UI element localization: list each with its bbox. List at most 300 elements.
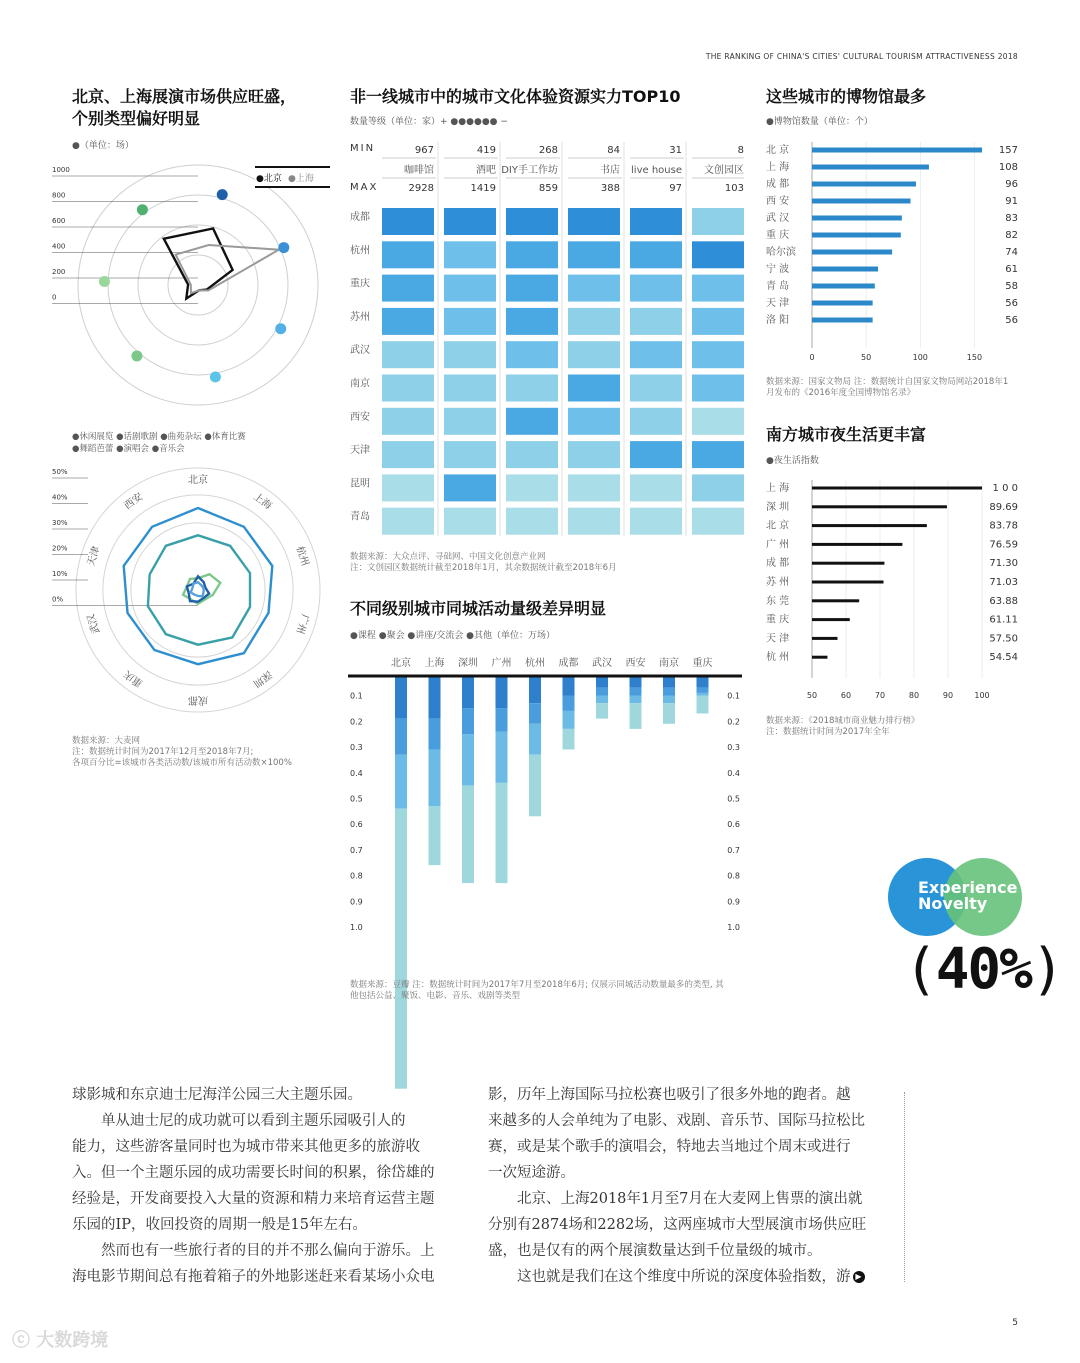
museums-category-label: 重 庆 [766,230,790,241]
museums-category-label: 青 岛 [766,281,790,292]
badge-label [918,880,1018,912]
events-tick-label-left: 1.0 [350,923,363,932]
panel5-source-line: 数据来源：豆瓣 注：数据统计时间为2017年7月至2018年6月; 仅展示同城活动数量最多的类型, 其 [350,980,724,990]
events-tick-label-right: 0.5 [727,794,740,804]
heatmap-cell [444,508,496,535]
radar2-axis-label-成都: 成都 [188,693,208,705]
heatmap-cell [444,408,496,435]
events-tick-label-left: 0.6 [350,820,363,830]
radar2-axis-label-上海: 上海 [250,491,274,512]
article-line: 这也就是我们在这个维度中所说的深度体验指数，游 [488,1269,851,1285]
radar1-ring [78,165,318,405]
events-category-label: 成都 [558,658,579,669]
heatmap-cell [444,474,496,501]
events-bar-讲座/交流会 [529,724,541,755]
museums-category-label: 成 都 [766,179,790,190]
heatmap-cell [630,408,682,435]
radar1-axis-dot-音乐会 [137,204,148,215]
nightlife-value-label: 63.88 [989,595,1018,607]
events-bar-讲座/交流会 [496,731,508,782]
heatmap-cell [382,275,434,302]
genre-share-radar-chart [48,460,338,720]
panel5-legend: ●课程 ●聚会 ●讲座/交流会 ●其他（单位：万场） [350,631,556,641]
heatmap-column-label: 文创园区 [704,165,744,176]
culture-resources-heatmap [344,136,744,546]
events-bar-课程 [429,678,441,719]
radar1-tick-label: 0 [52,293,57,302]
radar2-series-4 [191,582,204,596]
heatmap-row-label: 昆明 [350,478,370,490]
panel1-type-legend-line2: ●舞蹈芭蕾 ●演唱会 ●音乐会 [72,444,185,454]
article-column-2 [488,1082,900,1290]
heatmap-min-value: 268 [538,145,558,156]
heatmap-cell [568,241,620,268]
events-bar-课程 [496,678,508,709]
panel2-source [350,552,617,574]
museums-tick-label: 150 [966,353,983,362]
nightlife-bar [812,505,947,508]
panel1-source [72,736,292,769]
heatmap-column-label: 书店 [600,165,620,176]
panel1-type-legend [72,430,246,454]
heatmap-cell [382,408,434,435]
heatmap-cell [692,441,744,468]
performances-radar-chart [48,150,338,422]
panel1-type-legend-line1: ●休闲展览 ●话剧歌剧 ●曲苑杂坛 ●体育比赛 [72,432,246,442]
heatmap-cell [382,308,434,335]
panel2-title: 非一线城市中的城市文化体验资源实力TOP10 [350,87,681,106]
nightlife-bar [812,562,884,565]
nightlife-value-label: 71.03 [989,577,1018,588]
radar1-tick-label: 800 [52,191,66,200]
events-bar-其他 [429,806,441,865]
panel4-title: 南方城市夜生活更丰富 [766,425,927,444]
heatmap-max-label: MAX [350,182,379,193]
heatmap-min-value: 31 [669,145,682,156]
badge-line2: Novelty [918,894,988,913]
panel5-source-line: 他包括公益、聚饭、电影、音乐、戏剧等类型 [350,991,521,1001]
heatmap-cell [692,508,744,535]
museums-tick-label: 50 [861,353,872,362]
events-bar-其他 [563,729,575,750]
radar2-ring [76,468,320,712]
events-bar-其他 [596,703,608,718]
column-divider [904,1092,905,1282]
radar1-ring [138,225,258,345]
panel5-title: 不同级别城市同城活动量级差异明显 [350,599,607,618]
events-bar-课程 [596,678,608,688]
radar1-axis-dot-休闲展览 [217,189,228,200]
heatmap-cell [382,208,434,235]
article-line: 赛，或是某个歌手的演唱会，特地去当地过个周末或进行 [488,1139,851,1155]
events-bar-聚会 [663,688,675,696]
museums-value-label: 83 [1005,213,1018,224]
events-bar-其他 [630,703,642,729]
nightlife-category-label: 东 莞 [766,595,790,607]
heatmap-cell [444,441,496,468]
heatmap-max-value: 1419 [470,183,496,194]
museums-bar [812,284,875,289]
heatmap-cell [506,208,558,235]
events-bar-讲座/交流会 [596,695,608,703]
nightlife-tick-label: 100 [974,691,990,700]
events-tick-label-left: 0.1 [350,691,363,701]
museums-category-label: 武 汉 [766,213,790,224]
events-tick-label-right: 0.4 [727,768,740,778]
heatmap-cell [568,474,620,501]
events-category-label: 重庆 [692,658,713,669]
article-line: 影，历年上海国际马拉松赛也吸引了很多外地的跑者。越 [488,1087,851,1103]
nightlife-value-label: 1 0 0 [992,483,1018,494]
heatmap-cell [692,375,744,402]
heatmap-cell [692,341,744,368]
events-bar-课程 [395,678,407,719]
radar1-legend-beijing: ●北京 [256,174,282,184]
panel1-source-line: 数据来源：大麦网 [72,736,141,746]
watermark-text: 大数跨境 [36,1330,109,1351]
events-tick-label-left: 0.2 [350,717,363,727]
heatmap-min-label: MIN [350,143,376,154]
events-tick-label-right: 0.2 [727,717,740,727]
events-category-label: 上海 [424,658,445,669]
heatmap-cell [568,441,620,468]
events-bar-聚会 [496,708,508,731]
heatmap-cell [630,474,682,501]
museums-category-label: 北 京 [766,145,790,156]
article-line: 能力，这些游客量同时也为城市带来其他更多的旅游收 [72,1139,420,1155]
museums-category-label: 哈尔滨 [766,247,796,258]
events-bar-讲座/交流会 [395,755,407,809]
museums-bar [812,301,873,306]
museums-value-label: 74 [1005,247,1018,258]
nightlife-bar [812,543,902,546]
heatmap-row-label: 天津 [350,445,370,457]
radar2-axis-label-北京: 北京 [188,475,208,487]
heatmap-cell [506,375,558,402]
nightlife-category-label: 广 州 [766,539,790,551]
continue-arrow-icon: ▶ [853,1271,865,1283]
events-category-label: 北京 [391,658,411,669]
radar1-axis-dot-演唱会 [99,276,110,287]
badge-percent-value: 40% [935,937,1031,1002]
museums-value-label: 56 [1005,298,1018,309]
events-tick-label-left: 0.7 [350,845,363,855]
article-line: 单从迪士尼的成功就可以看到主题乐园吸引人的 [72,1113,406,1129]
events-tick-label-left: 0.5 [350,794,363,804]
events-bar-课程 [697,678,709,688]
nightlife-value-label: 54.54 [989,652,1018,664]
museums-value-label: 58 [1005,281,1018,292]
heatmap-cell [568,208,620,235]
museums-bar [812,199,911,204]
nightlife-tick-label: 60 [840,691,852,700]
panel4-source [766,716,919,738]
museums-category-label: 洛 阳 [766,315,790,326]
events-bar-课程 [630,678,642,688]
nightlife-bar [812,581,884,584]
heatmap-cell [382,241,434,268]
article-line: 海电影节期间总有拖着箱子的外地影迷赶来看某场小众电 [72,1269,435,1285]
panel2-level-note: 数量等级（单位：家）+ ●●●●●● − [350,117,508,127]
heatmap-row-label: 重庆 [350,278,370,290]
heatmap-cell [444,275,496,302]
panel1-title-line1: 北京、上海展演市场供应旺盛， [72,87,297,106]
heatmap-cell [692,308,744,335]
events-bar-聚会 [429,719,441,750]
radar2-axis-label-西安: 西安 [122,491,146,512]
events-tick-label-left: 0.3 [350,743,363,753]
heatmap-max-value: 388 [600,183,620,194]
panel1-source-line: 各项百分比=该城市各类活动数/该城市所有活动数×100% [72,758,292,768]
museums-bar [812,216,902,221]
museums-bar [812,250,892,255]
museums-category-label: 宁 波 [766,264,790,275]
events-tick-label-right: 0.1 [727,691,740,701]
heatmap-cell [444,208,496,235]
events-tick-label-right: 1.0 [727,923,740,932]
nightlife-tick-label: 50 [806,691,818,700]
nightlife-tick-label: 80 [908,691,920,700]
heatmap-row-label: 成都 [350,212,370,223]
heatmap-row-label: 武汉 [350,345,370,357]
article-line: 一次短途游。 [488,1165,575,1181]
museums-value-label: 91 [1005,196,1018,207]
article-line: 乐园的IP，收回投资的周期一般是15年左右。 [72,1217,367,1233]
panel3-source-line: 数据来源：国家文物局 注：数据统计自国家文物局网站2018年1 [766,377,1009,387]
heatmap-cell [444,375,496,402]
radar2-axis-label-天津: 天津 [85,545,103,568]
nightlife-bar [812,618,850,621]
radar2-axis-label-广州: 广州 [293,612,311,635]
radar1-axis-dot-曲苑杂坛 [275,323,286,334]
article-line: 经验是，开发商要投入大量的资源和精力来培育运营主题 [72,1191,435,1207]
heatmap-cell [630,241,682,268]
events-category-label: 杭州 [525,658,545,669]
events-bar-chart [344,648,744,1093]
nightlife-bar [812,637,838,640]
panel5-source [350,980,750,1002]
heatmap-min-value: 8 [737,145,744,156]
events-category-label: 南京 [659,658,679,669]
heatmap-cell [630,508,682,535]
radar2-axis-label-深圳: 深圳 [250,668,274,689]
nightlife-bar [812,599,859,602]
events-bar-其他 [496,783,508,883]
heatmap-cell [568,508,620,535]
events-tick-label-right: 0.6 [727,820,740,830]
radar2-axis-label-重庆: 重庆 [122,668,146,689]
heatmap-cell [382,508,434,535]
heatmap-cell [506,341,558,368]
heatmap-cell [692,208,744,235]
heatmap-cell [630,208,682,235]
nightlife-tick-label: 90 [942,691,954,700]
heatmap-cell [630,441,682,468]
panel2-source-line: 数据来源：大众点评、寻础网、中国文化创意产业网 [350,552,546,562]
article-last-line [488,1264,900,1290]
heatmap-cell [630,275,682,302]
nightlife-value-label: 57.50 [989,633,1018,645]
panel4-legend: ●夜生活指数 [766,456,819,466]
panel4-source-line: 数据来源：《2018城市商业魅力排行榜》 [766,716,920,726]
events-bar-其他 [697,695,709,713]
events-bar-讲座/交流会 [563,711,575,729]
radar2-tick-label: 10% [52,570,68,578]
article-line: 球影城和东京迪士尼海洋公园三大主题乐园。 [72,1087,362,1103]
events-tick-label-left: 0.9 [350,897,363,907]
museums-tick-label: 100 [912,353,928,362]
radar2-tick-label: 50% [52,468,68,476]
heatmap-cell [382,441,434,468]
heatmap-cell [568,308,620,335]
events-category-label: 广州 [491,658,512,669]
events-tick-label-left: 0.8 [350,871,363,881]
heatmap-cell [506,474,558,501]
radar2-tick-label: 0% [52,595,64,604]
heatmap-cell [630,341,682,368]
badge-line1: Experience [918,878,1018,897]
article-line: 入。但一个主题乐园的成功需要长时间的积累，徐岱雄的 [72,1165,435,1181]
nightlife-category-label: 天 津 [766,633,790,645]
nightlife-value-label: 76.59 [989,539,1018,551]
events-bar-讲座/交流会 [429,749,441,806]
nightlife-category-label: 杭 州 [766,652,790,664]
heatmap-cell [506,441,558,468]
events-bar-讲座/交流会 [663,695,675,703]
radar2-axis-label-杭州: 杭州 [293,545,311,568]
article-line: 北京、上海2018年1月至7月在大麦网上售票的演出就 [488,1191,863,1207]
heatmap-min-value: 419 [476,145,496,156]
panel1-title [72,86,332,130]
events-bar-其他 [663,703,675,724]
heatmap-cell [692,408,744,435]
panel3-title: 这些城市的博物馆最多 [766,87,927,106]
experience-novelty-badge [888,854,1028,944]
panel2-source-line: 注：文创园区数据统计截至2018年1月，其余数据统计截至2018年6月 [350,563,617,573]
radar1-axis-dot-舞蹈芭蕾 [131,350,142,361]
heatmap-column-label: live house [631,165,682,176]
heatmap-min-value: 967 [414,145,434,156]
museums-category-label: 天 津 [766,298,790,309]
heatmap-row-label: 南京 [350,378,370,390]
panel4-source-line: 注：数据统计时间为2017年全年 [766,727,890,737]
events-bar-课程 [663,678,675,688]
events-tick-label-left: 0.4 [350,768,363,778]
heatmap-cell [692,474,744,501]
heatmap-row-label: 青岛 [350,511,370,523]
events-bar-聚会 [630,688,642,696]
nightlife-tick-label: 70 [874,691,886,700]
heatmap-cell [506,308,558,335]
panel1-title-line2: 个别类型偏好明显 [72,109,201,128]
heatmap-row-label: 西安 [350,411,370,423]
museums-bar [812,233,901,238]
watermark-logo-icon: ⓒ [12,1330,30,1351]
heatmap-column-label: 酒吧 [476,165,496,176]
nightlife-value-label: 83.78 [989,520,1018,532]
radar1-legend-shanghai: ●上海 [288,174,314,184]
nightlife-category-label: 成 都 [766,558,790,570]
museums-value-label: 96 [1005,179,1018,190]
museums-category-label: 西 安 [766,196,790,207]
panel3-source [766,377,1008,399]
radar1-ring [108,195,288,375]
radar1-series-北京 [164,229,233,299]
heatmap-cell [692,241,744,268]
nightlife-bar-chart [760,472,1030,704]
heatmap-cell [506,508,558,535]
heatmap-max-value: 97 [669,183,682,194]
article-line: 分别有2874场和2282场，这两座城市大型展演市场供应旺 [488,1217,867,1233]
heatmap-cell [630,308,682,335]
events-category-label: 西安 [625,658,646,669]
heatmap-cell [444,341,496,368]
heatmap-cell [382,375,434,402]
heatmap-cell [382,341,434,368]
nightlife-bar [812,656,827,659]
museums-bar [812,182,916,187]
running-title: THE RANKING OF CHINA'S CITIES' CULTURAL TOURISM ATTRACTIVENESS 2018 [705,52,1018,61]
events-tick-label-right: 0.8 [727,871,740,881]
article-line: 来越多的人会单纯为了电影、戏剧、音乐节、国际马拉松比 [488,1113,865,1129]
article-line: 盛，也是仅有的两个展演数量达到千位量级的城市。 [488,1243,822,1259]
panel1-unit-note: ●（单位：场） [72,141,134,151]
events-bar-聚会 [697,688,709,693]
radar1-tick-label: 600 [52,217,66,225]
nightlife-bar [812,524,927,527]
heatmap-cell [506,241,558,268]
museums-value-label: 157 [998,145,1018,156]
nightlife-category-label: 深 圳 [766,501,790,513]
badge-percent: (40%) [904,937,1063,1002]
events-bar-聚会 [563,695,575,710]
museums-value-label: 56 [1005,315,1018,326]
nightlife-value-label: 89.69 [989,501,1018,513]
heatmap-row-label: 苏州 [350,311,370,323]
nightlife-category-label: 北 京 [766,520,790,532]
museums-value-label: 82 [1005,230,1018,241]
heatmap-cell [568,341,620,368]
heatmap-column-label: DIY手工作坊 [501,165,558,176]
events-category-label: 深圳 [458,658,478,669]
heatmap-cell [444,241,496,268]
heatmap-max-value: 2928 [408,183,434,194]
museums-value-label: 108 [998,162,1018,173]
events-bar-聚会 [395,719,407,755]
radar2-ring [131,523,265,657]
events-tick-label-right: 0.9 [727,897,740,907]
events-bar-其他 [529,755,541,817]
events-tick-label-right: 0.3 [727,743,740,753]
radar1-tick-label: 400 [52,242,66,251]
panel3-source-line: 月发布的《2016年度全国博物馆名录》 [766,388,916,398]
heatmap-row-label: 杭州 [350,245,370,257]
heatmap-cell [692,275,744,302]
events-category-label: 武汉 [592,658,612,669]
heatmap-max-value: 103 [724,183,744,194]
museums-bar [812,148,982,153]
radar2-tick-label: 30% [52,519,68,527]
radar1-tick-label: 1000 [52,166,70,174]
nightlife-category-label: 苏 州 [766,577,790,588]
nightlife-value-label: 71.30 [989,558,1018,570]
nightlife-category-label: 重 庆 [766,614,790,626]
events-bar-讲座/交流会 [697,693,709,696]
museums-bar [812,267,878,272]
events-bar-课程 [563,678,575,696]
heatmap-cell [506,275,558,302]
watermark [12,1326,108,1352]
